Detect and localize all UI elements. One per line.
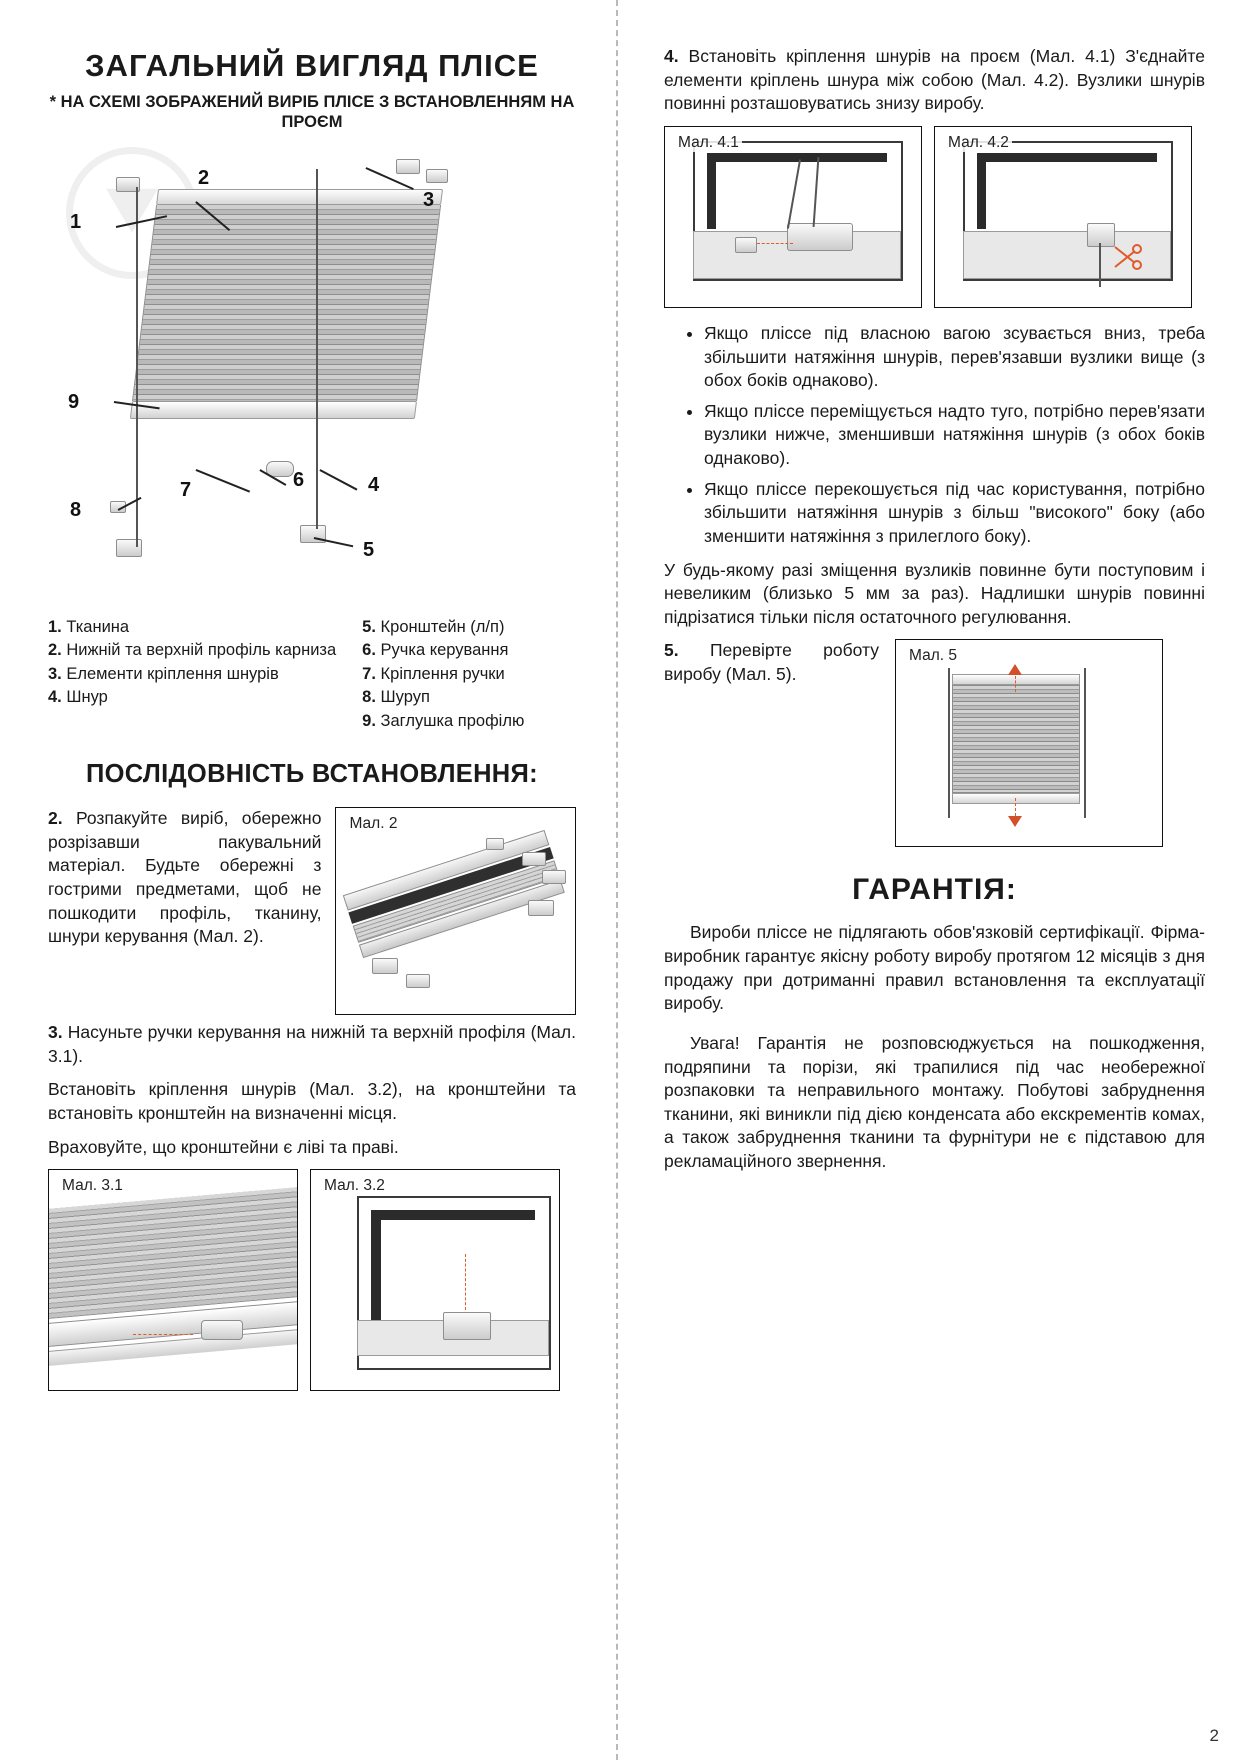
warranty-paragraph-2: Увага! Гарантія не розповсюджується на пошкодження, подряпини та порізи, які трапилися під час необережної розпаковки та неправильного монтажу. Побутові забруднення тканини, які виникли під дією конденсата або екскрементів комах, а також забруднення тканини та фурнітури не є підставою для рекламаційного звернення.	[664, 1032, 1205, 1171]
loose-part-3	[528, 900, 554, 916]
legend-text: Шуруп	[380, 688, 430, 707]
legend-num: 7.	[362, 664, 376, 683]
left-column	[0, 0, 616, 1760]
step-3-text-1: Насуньте ручки керування на нижній та верхній профіля (Мал. 3.1).	[48, 1022, 576, 1066]
mini-blind-drawing	[952, 674, 1080, 809]
sequence-title: ПОСЛІДОВНІСТЬ ВСТАНОВЛЕННЯ:	[86, 760, 538, 789]
step-5-number: 5.	[664, 640, 679, 661]
step-3-number: 3.	[48, 1022, 63, 1043]
step-2-text	[48, 807, 321, 949]
motion-line-up	[1015, 676, 1016, 692]
callout-7: 7	[180, 478, 192, 501]
list-item	[48, 687, 336, 708]
step-3	[48, 1021, 576, 1391]
cord-holder	[443, 1312, 491, 1340]
legend-num: 4.	[48, 688, 62, 707]
page-subtitle: * НА СХЕМІ ЗОБРАЖЕНИЙ ВИРІБ ПЛІСЕ З ВСТАНОВЛЕННЯМ НА ПРОЄМ	[49, 92, 575, 132]
mini-fabric	[952, 685, 1080, 793]
loose-part-1	[522, 852, 546, 866]
step-2-number: 2.	[48, 808, 63, 829]
list-item	[48, 640, 336, 661]
leader-7	[196, 469, 250, 492]
loose-part-4	[372, 958, 398, 974]
adjustment-note: У будь-якому разі зміщення вузликів повинне бути поступовим і невеликим (близько 5 мм за раз). Надлишки шнурів повинні підрізатися тільки після остаточного регулювання.	[664, 559, 1205, 627]
legend-text: Елементи кріплення шнурів	[66, 664, 279, 683]
overview-figure	[48, 139, 576, 609]
list-item: • Якщо пліссе переміщується надто туго, потрібно перев'язати вузлики нижче, зменшивши натяжіння шнурів (з обох боків однаково).	[704, 400, 1205, 471]
figure-mal-4-2	[934, 126, 1192, 308]
mini-top-rail	[952, 674, 1080, 685]
figure-caption: Мал. 3.1	[59, 1177, 126, 1195]
bracket-top-right-2	[426, 169, 448, 183]
legend-text: Тканина	[66, 617, 130, 636]
figure-mal-2	[335, 807, 576, 1015]
cord-left	[136, 187, 138, 547]
list-item	[48, 664, 336, 685]
legend-num: 8.	[362, 688, 376, 707]
list-item	[362, 664, 524, 685]
legend-num: 6.	[362, 641, 376, 660]
cord-clip	[735, 237, 757, 253]
control-handle	[201, 1320, 243, 1340]
step-3-line-1	[48, 1021, 576, 1068]
arrow-up-icon	[1008, 664, 1022, 675]
legend-text: Кріплення ручки	[380, 664, 505, 683]
loose-part-5	[406, 974, 430, 988]
adjustment-bullets	[664, 322, 1205, 549]
arrow-down-icon	[1008, 816, 1022, 827]
step-4-body: Встановіть кріплення шнурів на проєм (Мал. 4.1) З'єднайте елементи кріплень шнура між собою (Мал. 4.2). Вузлики шнурів повинні розташовуватись знизу виробу.	[664, 46, 1205, 114]
glazing-edge-top	[977, 153, 1157, 162]
callout-1: 1	[70, 210, 82, 233]
legend-num: 2.	[48, 641, 62, 660]
figure-mal-3-1	[48, 1169, 298, 1391]
step-4-number: 4.	[664, 46, 679, 66]
step-5-body: Перевірте роботу виробу (Мал. 5).	[664, 640, 879, 684]
side-cord-right	[1084, 668, 1086, 818]
step-5-text	[664, 639, 879, 686]
arrow-connect	[757, 243, 793, 244]
legend-text: Заглушка профілю	[380, 711, 525, 730]
list-item	[362, 687, 524, 708]
callout-5: 5	[363, 538, 375, 561]
step-2-text-block	[48, 807, 321, 959]
cord-hanging	[1099, 243, 1101, 287]
right-column	[616, 0, 1245, 1760]
step-2-body: Розпакуйте виріб, обережно розрізавши пакувальний матеріал. Будьте обережні з гострими предметами, щоб не пошкодити профіль, тканину, шнури керування (Мал. 2).	[48, 808, 322, 947]
figure-caption: Мал. 5	[906, 647, 960, 665]
step-5	[664, 639, 1205, 847]
list-item: • Якщо пліссе під власною вагою зсувається вниз, треба збільшити натяжіння шнурів, перев'язавши вузлики вище (з обох боків однаково).	[704, 322, 1205, 393]
glazing-edge-left	[977, 153, 986, 229]
list-item: • Якщо пліссе перекошується під час користування, потрібно збільшити натяжіння шнурів з більш "високого" боку (або зменшити натяжіння з прилеглого боку).	[704, 478, 1205, 549]
figure-caption: Мал. 4.2	[945, 134, 1012, 152]
loose-part-2	[542, 870, 566, 884]
fabric	[132, 205, 441, 401]
step-5-text-block	[664, 639, 879, 686]
callout-8: 8	[70, 498, 82, 521]
figure-caption: Мал. 3.2	[321, 1177, 388, 1195]
loose-part-6	[486, 838, 504, 850]
warranty-title: ГАРАНТІЯ:	[852, 873, 1017, 907]
callout-6: 6	[293, 468, 305, 491]
arrow-install	[465, 1254, 466, 1310]
legend-column-left	[48, 617, 336, 734]
glazing-edge-left	[707, 153, 716, 229]
bracket-bottom-left	[116, 539, 142, 557]
step-2	[48, 807, 576, 1015]
step-4-text	[664, 45, 1205, 116]
callout-9: 9	[68, 390, 80, 413]
motion-line-down	[1015, 798, 1016, 816]
legend-text: Шнур	[66, 688, 108, 707]
figure-mal-3-2	[310, 1169, 560, 1391]
callout-3: 3	[423, 188, 435, 211]
legend-text: Ручка керування	[380, 641, 509, 660]
list-item	[48, 617, 336, 638]
bracket-top-right	[396, 159, 420, 174]
legend-text: Нижній та верхній профіль карниза	[66, 641, 337, 660]
arrow-slide	[133, 1334, 193, 1335]
legend-num: 3.	[48, 664, 62, 683]
legend-num: 1.	[48, 617, 62, 636]
figure-caption: Мал. 2	[346, 815, 400, 833]
list-item	[362, 617, 524, 638]
scissors-icon	[1111, 243, 1145, 271]
step-3-line-2: Встановіть кріплення шнурів (Мал. 3.2), на кронштейни та встановіть кронштейн на визначенні місця.	[48, 1079, 576, 1123]
step-3-figures	[48, 1169, 576, 1391]
callout-2: 2	[198, 166, 210, 189]
legend-num: 5.	[362, 617, 376, 636]
bottom-profile	[130, 401, 417, 419]
page-number: 2	[1209, 1726, 1219, 1745]
step-4-figures	[664, 126, 1205, 308]
leader-4	[320, 469, 358, 490]
mini-bottom-rail	[952, 793, 1080, 804]
legend-text: Кронштейн (л/п)	[380, 617, 505, 636]
side-cord-left	[948, 668, 950, 818]
list-item	[362, 711, 524, 732]
legend-num: 9.	[362, 711, 376, 730]
cord-mount-plate	[787, 223, 853, 251]
callout-4: 4	[368, 473, 380, 496]
figure-mal-4-1	[664, 126, 922, 308]
figure-mal-5	[895, 639, 1163, 847]
legend-column-right	[362, 617, 524, 734]
warranty-paragraph-1: Вироби пліссе не підлягають обов'язковій сертифікації. Фірма-виробник гарантує якісну роботу виробу протягом 12 місяців з дня продажу при дотриманні правил встановлення та експлуатації виробу.	[664, 922, 1205, 1014]
glazing-edge	[371, 1210, 535, 1220]
cord-right	[316, 169, 318, 529]
page-title: ЗАГАЛЬНИЙ ВИГЛЯД ПЛІСЕ	[85, 48, 539, 83]
glazing-edge-top	[707, 153, 887, 162]
pleated-blind-drawing	[128, 189, 443, 434]
parts-legend	[48, 617, 576, 734]
glazing-edge-left	[371, 1210, 381, 1320]
step-3-line-3: Враховуйте, що кронштейни є ліві та праві.	[48, 1136, 399, 1157]
figure-caption: Мал. 4.1	[675, 134, 742, 152]
list-item	[362, 640, 524, 661]
